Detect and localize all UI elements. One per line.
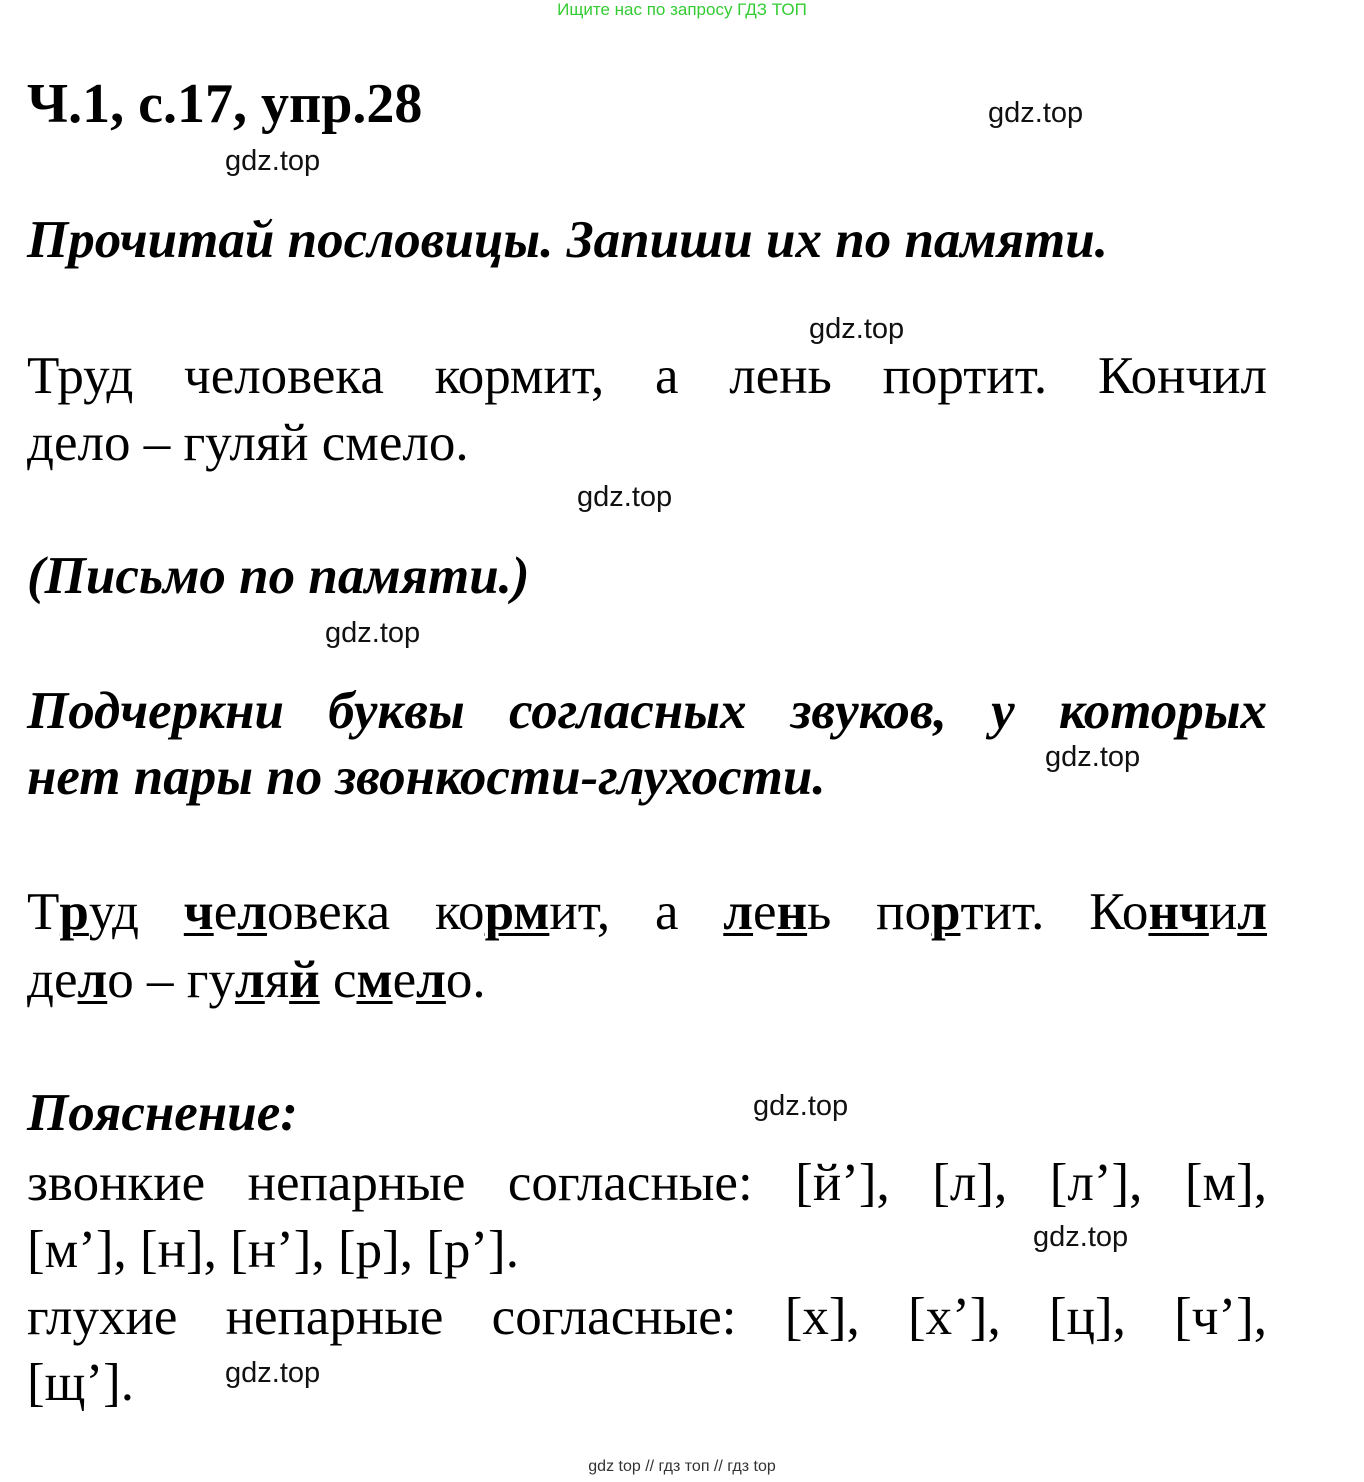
proverb-line-1: Труд человека кормит, а лень портит. Кончил bbox=[27, 347, 1267, 405]
watermark: gdz.top bbox=[577, 481, 673, 513]
answer-text: о – гу bbox=[107, 951, 235, 1009]
answer-text: ко bbox=[435, 883, 485, 941]
watermark: gdz.top bbox=[1033, 1221, 1129, 1253]
exercise-heading: Ч.1, с.17, упр.28 bbox=[27, 73, 423, 135]
answer-text: е bbox=[213, 883, 238, 941]
underlined-consonant: нч bbox=[1148, 883, 1209, 941]
underlined-consonant: л bbox=[235, 951, 265, 1009]
answer-text: и bbox=[1208, 883, 1238, 941]
explanation-title: Пояснение: bbox=[27, 1084, 298, 1142]
underlined-consonant: рм bbox=[484, 883, 550, 941]
top-banner: Ищите нас по запросу ГДЗ ТОП bbox=[557, 0, 807, 19]
voiceless-consonants-line-2: [щ’]. bbox=[27, 1354, 135, 1412]
watermark: gdz.top bbox=[225, 145, 321, 177]
task-instruction: Прочитай пословицы. Запиши их по памяти. bbox=[27, 211, 1108, 269]
answer-text: я bbox=[264, 951, 290, 1009]
underlined-consonant: л bbox=[416, 951, 446, 1009]
underlined-consonant: н bbox=[776, 883, 808, 941]
task-instruction-line-2: нет пары по звонкости-глухости. bbox=[27, 748, 826, 806]
voiced-consonants-line-2: [м’], [н], [н’], [р], [р’]. bbox=[27, 1221, 519, 1279]
underlined-consonant: й bbox=[289, 951, 320, 1009]
task-instruction-line-1: Подчеркни буквы согласных звуков, у которых bbox=[27, 682, 1267, 740]
answer-text: о. bbox=[445, 951, 486, 1009]
underlined-consonant: л bbox=[723, 883, 754, 941]
watermark: gdz.top bbox=[1045, 741, 1141, 773]
answer-text: с bbox=[319, 951, 357, 1009]
answer-text: ит, а bbox=[549, 883, 724, 941]
underlined-consonant: л bbox=[237, 883, 267, 941]
voiceless-consonants-line-1: глухие непарные согласные: [х], [х’], [ц], [ч’], bbox=[27, 1288, 1267, 1346]
underlined-consonant: м bbox=[356, 951, 393, 1009]
watermark: gdz.top bbox=[988, 97, 1084, 129]
answer-line-1 bbox=[27, 882, 1267, 942]
watermark: gdz.top bbox=[809, 313, 905, 345]
underlined-consonant: ч bbox=[183, 883, 214, 941]
answer-text: уд bbox=[88, 883, 184, 941]
answer-text: е bbox=[392, 951, 417, 1009]
memory-note: (Письмо по памяти.) bbox=[27, 547, 530, 605]
answer-text: тит. bbox=[960, 883, 1090, 941]
answer-text: ь bbox=[807, 883, 877, 941]
underlined-consonant: р bbox=[59, 883, 89, 941]
answer-text: е bbox=[753, 883, 777, 941]
watermark: gdz.top bbox=[325, 617, 421, 649]
footer-watermark: gdz top // гдз топ // гдз top bbox=[588, 1458, 776, 1475]
voiced-consonants-line-1: звонкие непарные согласные: [й’], [л], [л’], [м], bbox=[27, 1154, 1267, 1212]
underlined-consonant: р bbox=[930, 883, 961, 941]
answer-line-2 bbox=[27, 950, 486, 1010]
watermark: gdz.top bbox=[753, 1090, 849, 1122]
answer-text: Т bbox=[27, 883, 60, 941]
underlined-consonant: л bbox=[77, 951, 108, 1009]
watermark: gdz.top bbox=[225, 1357, 321, 1389]
proverb-line-2: дело – гуляй смело. bbox=[27, 414, 469, 472]
underlined-consonant: л bbox=[1237, 883, 1267, 941]
answer-text: по bbox=[876, 883, 931, 941]
answer-text: овека bbox=[266, 883, 435, 941]
answer-text: де bbox=[27, 951, 78, 1009]
answer-text: Ко bbox=[1089, 883, 1149, 941]
